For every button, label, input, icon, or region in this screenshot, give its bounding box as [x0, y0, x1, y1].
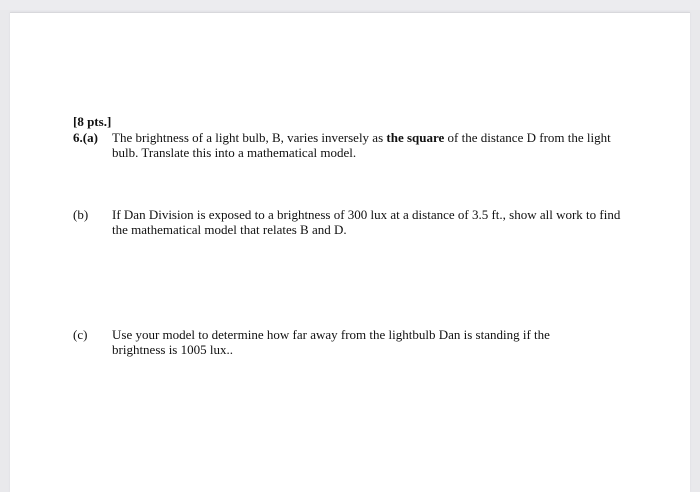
viewer-top-bar — [0, 0, 700, 10]
points-label: [8 pts.] — [73, 114, 112, 129]
question-text-b: If Dan Division is exposed to a brightness of 300 lux at a distance of 3.5 ft., show all work to find the mathematical model that relates B and D. — [112, 207, 621, 237]
question-text-6a-part2: of the distance D from the light bulb. Translate this into a mathematical model. — [112, 130, 611, 160]
question-text-6a — [112, 130, 632, 160]
question-number-b: (b) — [73, 207, 89, 222]
question-number-c: (c) — [73, 327, 88, 342]
document-page — [10, 12, 690, 492]
question-number-6a: 6.(a) — [73, 130, 98, 145]
question-text-6a-emphasis: the square — [386, 130, 445, 145]
question-text-c: Use your model to determine how far away from the lightbulb Dan is standing if the brightness is 1005 lux.. — [112, 327, 550, 357]
question-text-6a-part1: The brightness of a light bulb, B, varies inversely as — [112, 130, 387, 145]
